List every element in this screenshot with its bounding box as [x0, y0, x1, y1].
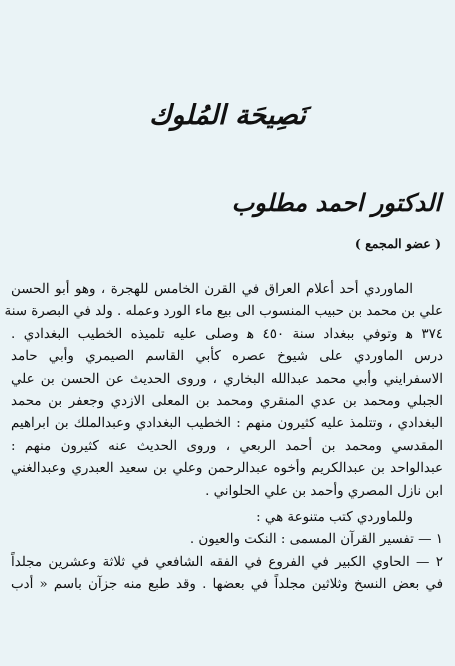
paragraph-line: الجبلي ومحمد بن عدي المنقري ومحمد بن المعلى الازدي وجعفر بن محمد — [11, 394, 443, 410]
paragraph-line: درس الماوردي على شيوخ عصره كأبي القاسم الصيمري وأبي حامد — [11, 349, 443, 365]
author-name: الدكتور احمد مطلوب — [231, 188, 441, 217]
paragraph-line: الماوردي أحد أعلام العراق في القرن الخامس للهجرة ، وهو أبو الحسن — [11, 282, 413, 297]
paragraph-line: علي بن محمد بن حبيب المنسوب الى بيع ماء الورد وعمله . ولد في البصرة سنة — [4, 304, 443, 320]
paragraph-line: الاسفرايني وأبي محمد عبدالله البخاري ، وروى الحديث عن الحسن بن علي — [11, 371, 443, 387]
paragraph-line: عبدالواحد بن عبدالكريم وأخوه عبدالرحمن وعلي بن سعيد العبدري وعبدالغني — [11, 461, 443, 477]
member-note: ( عضو المجمع ) — [354, 236, 441, 251]
document-title: نَصِيحَة المُلوك — [149, 100, 306, 131]
paragraph-line: البغدادي ، وتتلمذ عليه كثيرون منهم : الخطيب البغدادي وعبدالملك بن ابراهيم — [11, 416, 443, 432]
list-item: ١ — تفسير القرآن المسمى : النكت والعيون . — [189, 532, 443, 548]
paragraph-line: في بعض النسخ وثلاثين مجلداً في بعضها . وقد طبع منه جزآن باسم « أدب — [11, 577, 443, 593]
paragraph-line: ٣٧٤ ﻫ وتوفي ببغداد سنة ٤٥٠ ﻫ وصلى عليه تلميذه الخطيب البغدادي . — [11, 326, 443, 342]
article-body — [4, 279, 443, 597]
paragraph-line: ابن نازل المصري وأحمد بن علي الحلواني . — [205, 483, 443, 499]
paragraph-line: المقدسي ومحمد بن أحمد الربعي ، وروى الحديث عنه كثيرون منهم : — [11, 438, 443, 454]
paragraph-line: وللماوردي كتب متنوعة هي : — [256, 510, 413, 526]
list-item: ٢ — الحاوي الكبير في الفروع في الفقه الشافعي في ثلاثة وعشرين مجلداً — [11, 554, 443, 570]
